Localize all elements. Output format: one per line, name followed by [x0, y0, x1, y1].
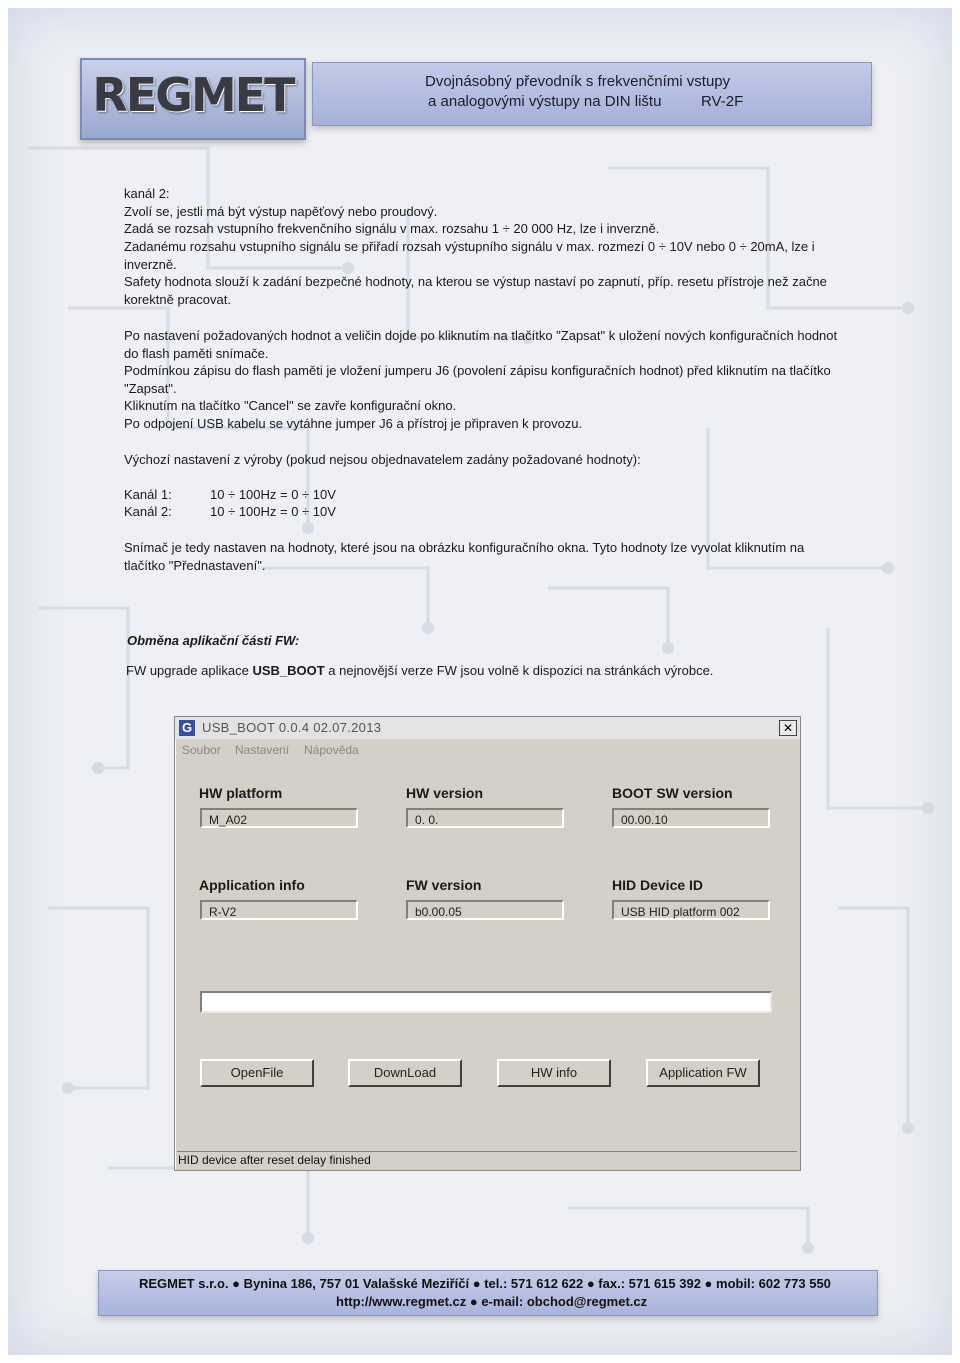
default-channel-value: 10 ÷ 100Hz = 0 ÷ 10V: [210, 504, 336, 519]
window-title: USB_BOOT 0.0.4 02.07.2013: [202, 720, 382, 735]
status-bar: HID device after reset delay finished: [177, 1151, 797, 1169]
default-channel-label: Kanál 1:: [124, 487, 172, 502]
document-title-bar: [312, 62, 872, 126]
paragraph-line: Snímač je tedy nastaven na hodnoty, které jsou na obrázku konfiguračního okna. Tyto hodnoty lze vyvolat kliknutím na tlačítko "Přednastavení".: [124, 540, 805, 573]
paragraph-line: Po odpojení USB kabelu se vytáhne jumper J6 a přístroj je připraven k provozu.: [124, 416, 583, 431]
hw-version-field[interactable]: 0. 0.: [406, 808, 564, 828]
footer-web[interactable]: http://www.regmet.cz ● e-mail: obchod@regmet.cz: [336, 1294, 648, 1309]
app-icon: G: [179, 720, 195, 736]
model-code: RV-2F: [701, 93, 744, 110]
footer-contact: REGMET s.r.o. ● Bynina 186, 757 01 Valašské Meziříčí ● tel.: 571 612 622 ● fax.: 571 615 392 ● mobil: 602 773 550: [139, 1276, 831, 1291]
hw-platform-field[interactable]: M_A02: [200, 808, 358, 828]
fw-version-field[interactable]: b0.00.05: [406, 900, 564, 920]
download-button[interactable]: DownLoad: [348, 1059, 462, 1087]
paragraph-line: Zadá se rozsah vstupního frekvenčního signálu v max. rozsahu 1 ÷ 20 000 Hz, lze i inverzně.: [124, 221, 660, 236]
paragraph-line: Zvolí se, jestli má být výstup napěťový nebo proudový.: [124, 204, 438, 219]
menu-soubor[interactable]: Soubor: [182, 743, 221, 757]
fw-version-label: FW version: [406, 877, 482, 893]
footer-bar: [98, 1270, 878, 1316]
application-info-label: Application info: [199, 877, 305, 893]
hid-device-id-label: HID Device ID: [612, 877, 704, 893]
paragraph-line: Podmínkou zápisu do flash paměti je vložení jumperu J6 (povolení zápisu konfiguračních hodnot) před kliknutím na tlačítko "Zapsat".: [124, 363, 831, 396]
boot-sw-version-field[interactable]: 00.00.10: [612, 808, 770, 828]
menu-napoveda[interactable]: Nápověda: [304, 743, 359, 757]
hw-platform-label: HW platform: [199, 785, 283, 801]
application-fw-button[interactable]: Application FW: [646, 1059, 760, 1087]
default-channel-value: 10 ÷ 100Hz = 0 ÷ 10V: [210, 487, 336, 502]
paragraph-line: Safety hodnota slouží k zadání bezpečné hodnoty, na kterou se výstup nastaví po zapnutí, příp. resetu přístroje než začne korektně pracovat.: [124, 274, 827, 307]
paragraph-line: Zadanému rozsahu vstupního signálu se přiřadí rozsah výstupního signálu v max. rozmezí 0 ÷ 10V nebo 0 ÷ 20mA, lze i inverzně.: [124, 239, 815, 272]
window-titlebar: [175, 717, 800, 739]
title-line-1: Dvojnásobný převodník s frekvenčními vstupy: [425, 73, 731, 90]
hw-version-label: HW version: [406, 785, 484, 801]
fw-text-post: a nejnovější verze FW jsou volně k dispozici na stránkách výrobce.: [324, 663, 714, 678]
fw-heading: Obměna aplikační části FW:: [127, 633, 300, 648]
channel2-heading: kanál 2:: [124, 186, 170, 201]
menu-nastaveni[interactable]: Nastavení: [235, 743, 290, 757]
fw-app-name: USB_BOOT: [252, 663, 325, 678]
logo-text: REGMET: [92, 68, 294, 122]
hid-device-id-field[interactable]: USB HID platform 002: [612, 900, 770, 920]
company-logo: [80, 58, 306, 140]
close-icon[interactable]: ✕: [779, 720, 797, 736]
title-line-2: a analogovými výstupy na DIN lištu: [428, 93, 662, 110]
paragraph-line: Kliknutím na tlačítko "Cancel" se zavře konfigurační okno.: [124, 398, 457, 413]
progress-bar: [200, 991, 772, 1013]
usb-boot-window: [174, 716, 801, 1171]
hw-info-button[interactable]: HW info: [497, 1059, 611, 1087]
boot-sw-version-label: BOOT SW version: [612, 785, 733, 801]
fw-text: [126, 662, 713, 680]
fw-text-pre: FW upgrade aplikace: [126, 663, 253, 678]
application-info-field[interactable]: R-V2: [200, 900, 358, 920]
paragraph-line: Po nastavení požadovaných hodnot a veličin dojde po kliknutím na tlačítko "Zapsat" k uložení nových konfiguračních hodnot do flash paměti snímače.: [124, 328, 838, 361]
defaults-heading: Výchozí nastavení z výroby (pokud nejsou objednavatelem zadány požadované hodnoty):: [124, 452, 641, 467]
default-channel-label: Kanál 2:: [124, 504, 172, 519]
openfile-button[interactable]: OpenFile: [200, 1059, 314, 1087]
